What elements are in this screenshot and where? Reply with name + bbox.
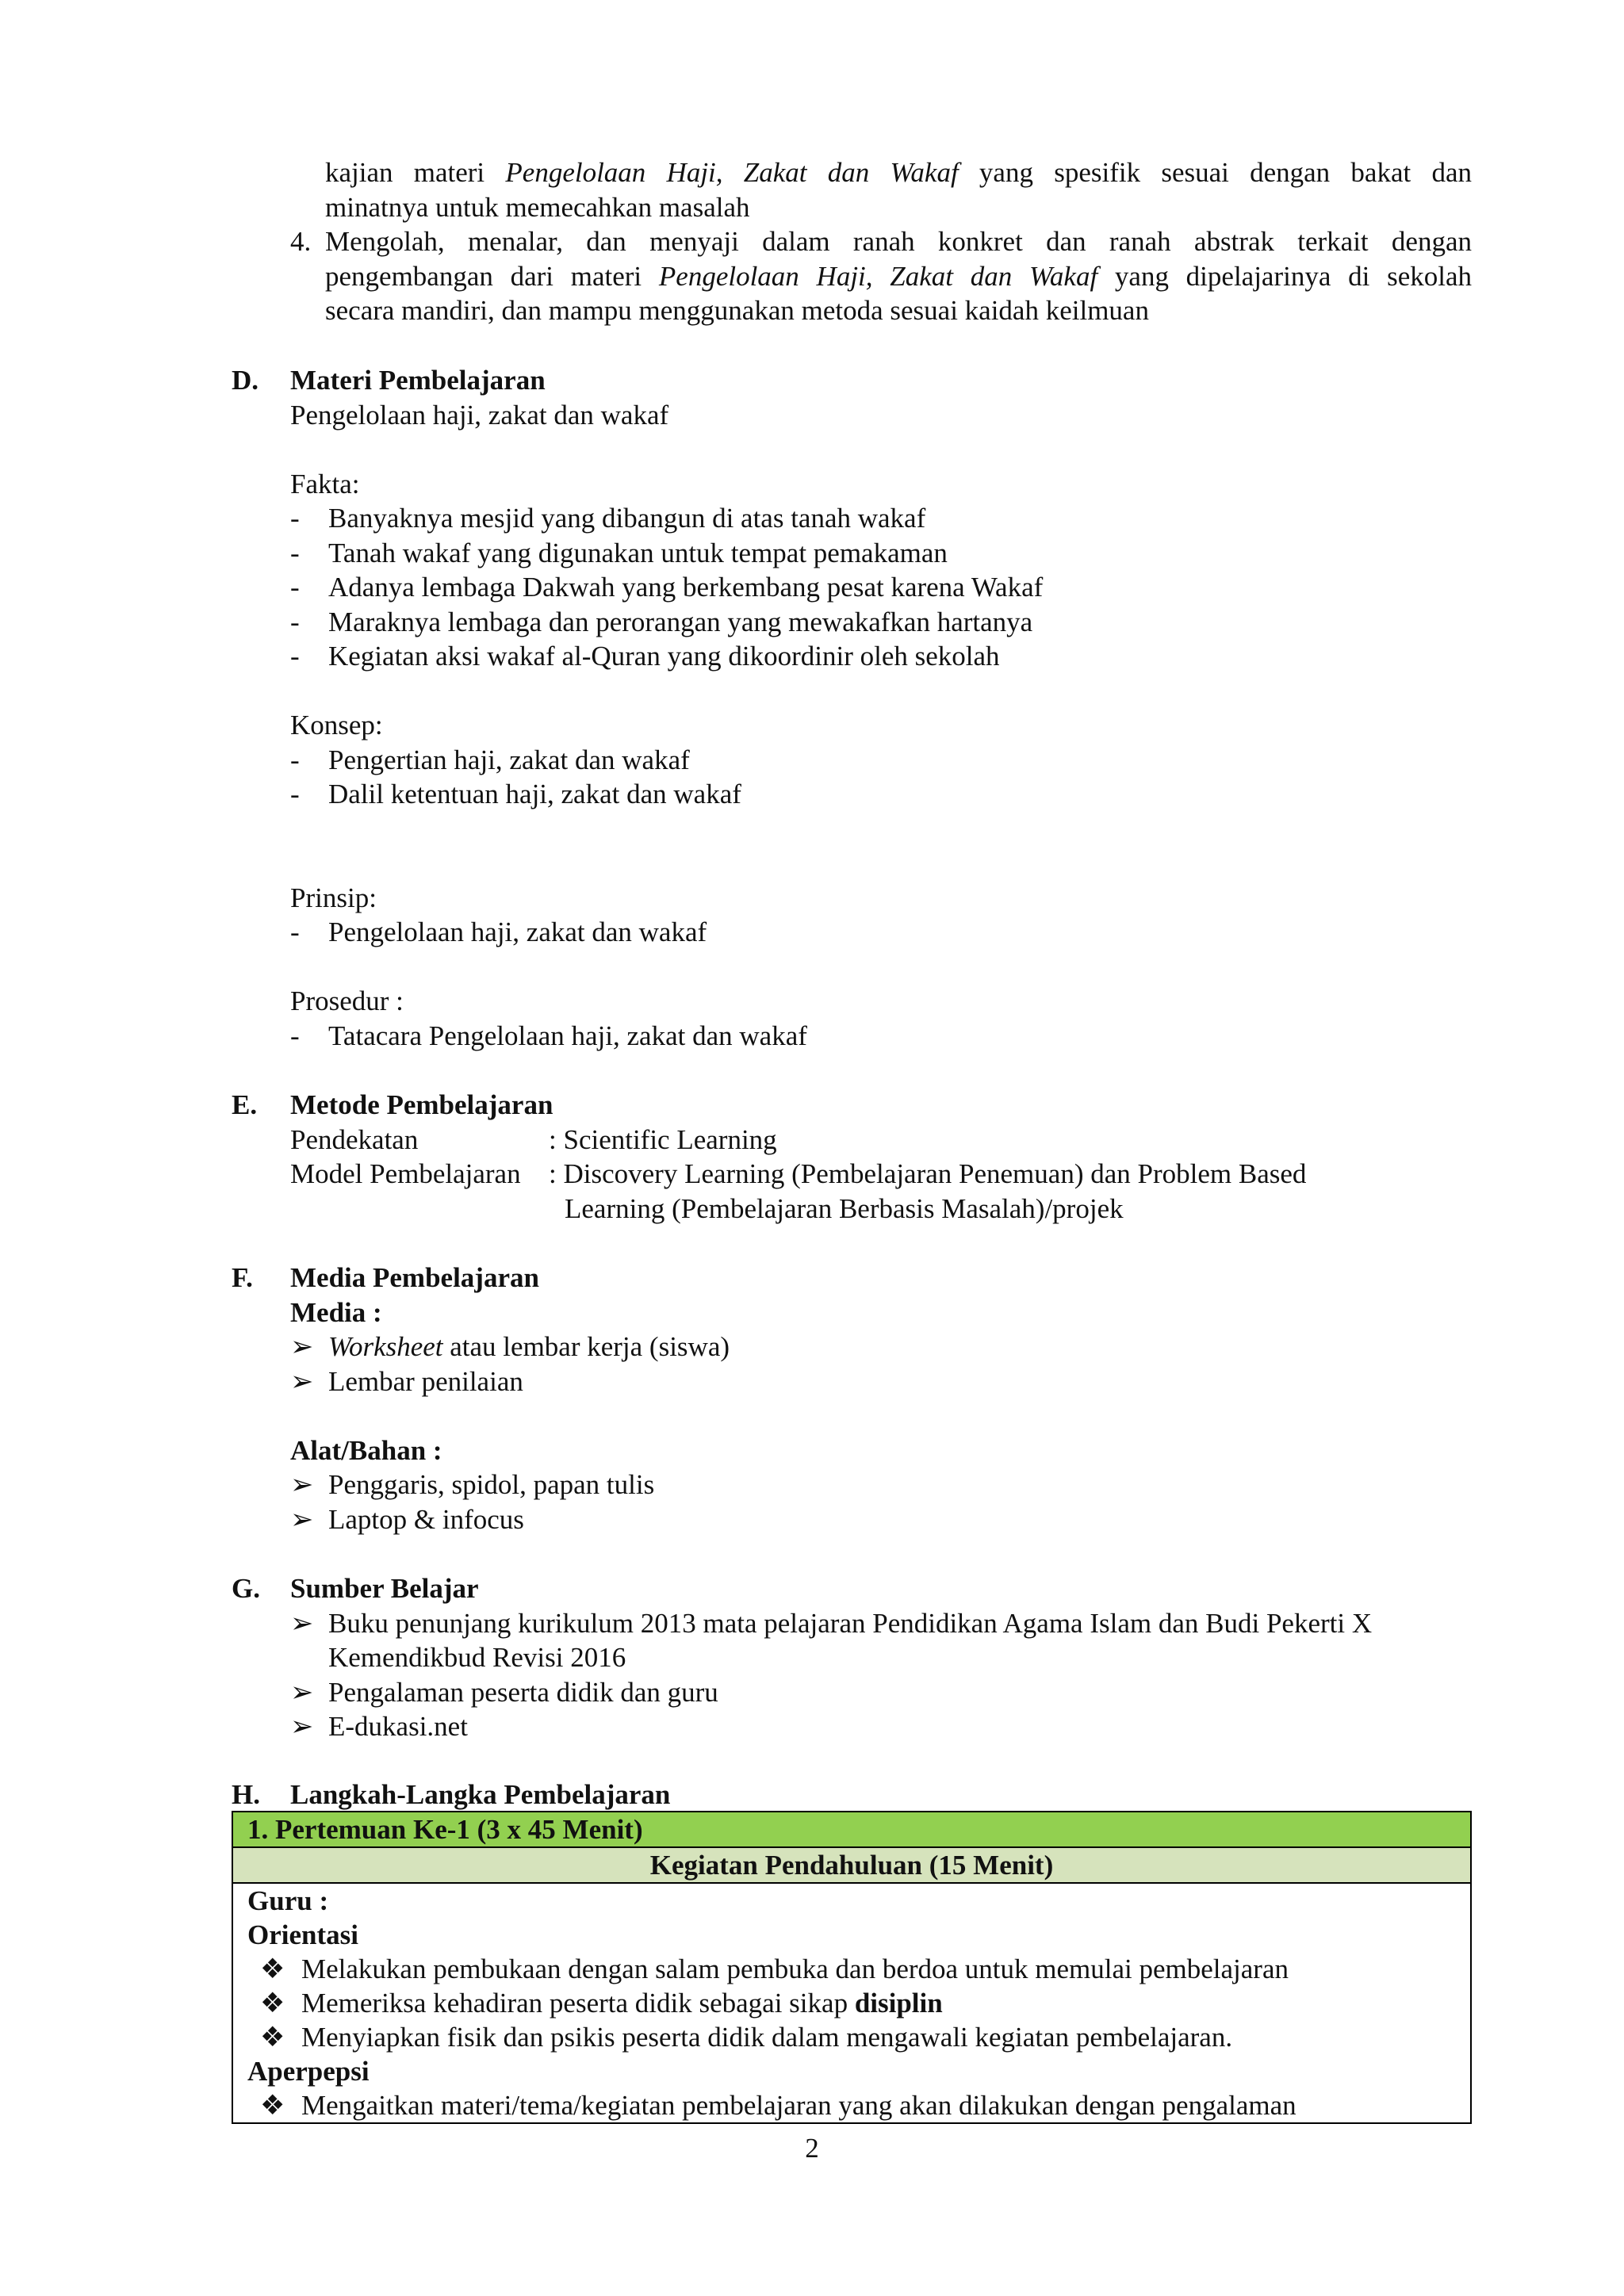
alat-item [290,1502,730,1537]
orientasi-item [247,1952,1456,1986]
intro-line-2: minatnya untuk memecahkan masalah [325,191,750,223]
sumber-text: Buku penunjang kurikulum 2013 mata pelajaran Pendidikan Agama Islam dan Budi Pekerti X [328,1607,1373,1639]
fakta-text: Kegiatan aksi wakaf al-Quran yang dikoordinir oleh sekolah [328,641,1000,672]
section-f-title: Media Pembelajaran [290,1262,539,1293]
arrow-bullet-icon: ➢ [290,1676,314,1708]
section-d-subtitle: Pengelolaan haji, zakat dan wakaf [290,399,669,430]
intro-text: kajian materi [325,157,506,188]
page-number: 2 [805,2133,819,2164]
arrow-bullet-icon: ➢ [290,1331,314,1362]
pendekatan-label: Pendekatan [290,1123,419,1155]
dash-bullet: - [290,1020,300,1051]
fakta-label: Fakta: [290,468,360,499]
guru-label: Guru : [247,1885,329,1916]
section-h-title: Langkah-Langka Pembelajaran [290,1779,671,1810]
arrow-bullet-icon: ➢ [290,1503,314,1535]
section-e-title: Metode Pembelajaran [290,1089,553,1120]
fakta-text: Maraknya lembaga dan perorangan yang mewakafkan hartanya [328,606,1033,637]
model-value-cont: Learning (Pembelajaran Berbasis Masalah)/projek [565,1192,1124,1224]
orientasi-text: Melakukan pembukaan dengan salam pembuka dan berdoa untuk memulai pembelajaran [301,1954,1289,1984]
model-label: Model Pembelajaran [290,1158,521,1189]
item4-italic-topic: Pengelolaan Haji, Zakat dan Wakaf [658,260,1098,292]
section-d-letter: D. [232,365,259,396]
intro-text: yang spesifik sesuai dengan bakat dan [958,157,1472,188]
sumber-text: E-dukasi.net [328,1711,468,1742]
intro-italic-topic: Pengelolaan Haji, Zakat dan Wakaf [505,157,959,188]
media-italic: Worksheet [328,1331,443,1362]
pendekatan-row [290,1123,1306,1158]
orientasi-text: Memeriksa kehadiran peserta didik sebagai sikap [301,1988,855,2019]
section-d-title: Materi Pembelajaran [290,365,546,396]
section-d [290,363,1043,1053]
konsep-item [290,743,1043,778]
section-g [290,1571,1472,1744]
section-h-letter: H. [232,1779,260,1810]
aperpepsi-text: Mengaitkan materi/tema/kegiatan pembelajaran yang akan dilakukan dengan pengalaman [301,2090,1297,2121]
section-f [290,1261,730,1536]
orientasi-bold-word: disiplin [854,1988,943,2019]
orientasi-text: Menyiapkan fisik dan psikis peserta didik dalam mengawali kegiatan pembelajaran. [301,2022,1233,2053]
dash-bullet: - [290,606,300,637]
konsep-text: Dalil ketentuan haji, zakat dan wakaf [328,779,741,809]
section-g-title: Sumber Belajar [290,1573,479,1604]
dash-bullet: - [290,641,300,672]
konsep-label: Konsep: [290,710,383,740]
orientasi-item [247,1986,1456,2020]
item4-text: yang dipelajarinya di sekolah [1097,260,1472,292]
orientasi-label: Orientasi [247,1919,358,1950]
dash-bullet: - [290,916,300,947]
aperpepsi-label: Aperpepsi [247,2056,370,2087]
fakta-item [290,639,1043,674]
alat-text: Penggaris, spidol, papan tulis [328,1469,655,1500]
activity-cell [232,1883,1471,2123]
orientasi-item [247,2020,1456,2054]
section-e [290,1088,1306,1226]
diamond-bullet-icon: ❖ [260,2090,285,2121]
model-row-cont [290,1192,1306,1226]
prosedur-text: Tatacara Pengelolaan haji, zakat dan wakaf [328,1020,807,1051]
dash-bullet: - [290,572,300,603]
section-e-letter: E. [232,1089,258,1120]
list-number-4: 4. [290,226,312,257]
fakta-item [290,570,1043,605]
pendekatan-value: : Scientific Learning [549,1123,777,1155]
media-item [290,1330,730,1364]
sumber-text-cont: Kemendikbud Revisi 2016 [328,1642,626,1673]
diamond-bullet-icon: ❖ [260,1988,285,2019]
arrow-bullet-icon: ➢ [290,1469,314,1500]
learning-steps-table [232,1811,1472,2124]
prosedur-label: Prosedur : [290,985,404,1016]
arrow-bullet-icon: ➢ [290,1365,314,1397]
prinsip-item [290,915,1043,950]
fakta-text: Adanya lembaga Dakwah yang berkembang pesat karena Wakaf [328,572,1044,603]
arrow-bullet-icon: ➢ [290,1607,314,1639]
model-value: : Discovery Learning (Pembelajaran Penemuan) dan Problem Based [549,1158,1307,1189]
alat-label: Alat/Bahan : [290,1434,442,1466]
list-item-4 [325,224,1472,328]
sumber-item [290,1606,1472,1641]
alat-item [290,1468,730,1502]
dash-bullet: - [290,537,300,568]
media-label: Media : [290,1296,382,1328]
intro-continuation [325,155,1472,224]
prinsip-text: Pengelolaan haji, zakat dan wakaf [328,916,707,947]
item4-text: pengembangan dari materi [325,260,659,292]
prinsip-label: Prinsip: [290,882,377,913]
item4-line-2 [325,259,1472,294]
aperpepsi-item [247,2088,1456,2122]
meeting-header: 1. Pertemuan Ke-1 (3 x 45 Menit) [232,1812,1471,1847]
prosedur-item [290,1019,1043,1054]
dash-bullet: - [290,503,300,534]
sumber-item [290,1709,1472,1744]
section-f-letter: F. [232,1262,253,1293]
item4-line-3: secara mandiri, dan mampu menggunakan metoda sesuai kaidah keilmuan [325,295,1149,326]
item4-line-1: Mengolah, menalar, dan menyaji dalam ranah konkret dan ranah abstrak terkait dengan [325,226,1472,257]
section-g-letter: G. [232,1573,260,1604]
sumber-text: Pengalaman peserta didik dan guru [328,1676,718,1708]
konsep-text: Pengertian haji, zakat dan wakaf [328,744,690,775]
fakta-item [290,536,1043,571]
fakta-item [290,605,1043,640]
media-text: atau lembar kerja (siswa) [442,1331,730,1362]
fakta-text: Banyaknya mesjid yang dibangun di atas tanah wakaf [328,503,926,534]
sumber-item [290,1675,1472,1710]
diamond-bullet-icon: ❖ [260,2022,285,2053]
arrow-bullet-icon: ➢ [290,1711,314,1742]
phase-header: Kegiatan Pendahuluan (15 Menit) [232,1847,1471,1883]
konsep-item [290,777,1043,812]
fakta-item [290,501,1043,536]
model-row [290,1157,1306,1192]
diamond-bullet-icon: ❖ [260,1954,285,1984]
alat-text: Laptop & infocus [328,1503,524,1535]
media-item [290,1364,730,1399]
media-text: Lembar penilaian [328,1365,523,1397]
dash-bullet: - [290,779,300,809]
dash-bullet: - [290,744,300,775]
fakta-text: Tanah wakaf yang digunakan untuk tempat pemakaman [328,537,948,568]
intro-line-1 [325,155,1472,190]
